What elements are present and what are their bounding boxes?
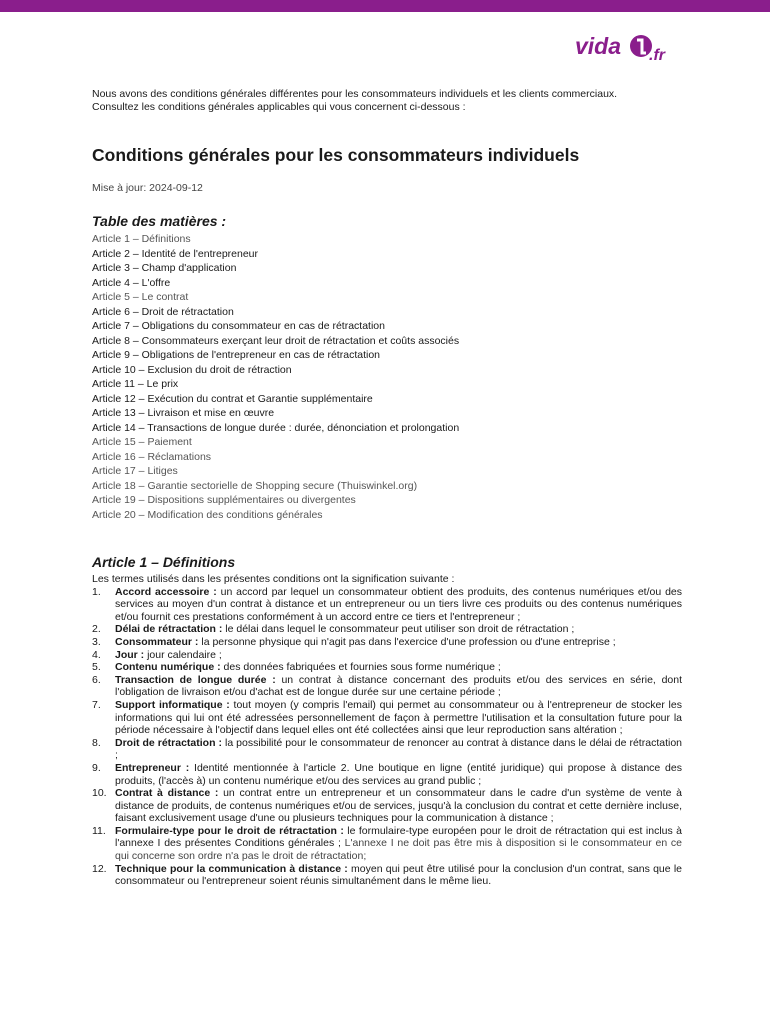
definition-text: un accord par lequel un consommateur obtient des produits, des contenus numériques et/ou des services au moyen d'un contrat à distance et un entrepreneur ou un tiers livre ces produits ou des contenus numériques et/ou fournit ces prestations conformément à un accord entre ce tiers et l'entrepreneur ; [115,585,682,623]
toc-item[interactable]: Article 13 – Livraison et mise en œuvre [92,407,275,419]
definition-item [92,674,682,699]
definitions-list [92,586,682,888]
intro-line-1: Nous avons des conditions générales différentes pour les consommateurs individuels et les clients commerciaux. [92,88,618,100]
definition-item [92,699,682,737]
definition-item [92,661,682,674]
article-1-intro: Les termes utilisés dans les présentes conditions ont la signification suivante : [92,573,455,585]
definition-text: la possibilité pour le consommateur de renoncer au contrat à distance dans le délai de rétractation ; [115,736,683,762]
definition-number: 9. [92,761,101,774]
toc-item[interactable]: Article 3 – Champ d'application [92,262,237,274]
table-of-contents [92,232,682,522]
definition-text: jour calendaire ; [144,648,222,661]
intro-paragraph [92,88,682,114]
intro-line-2: Consultez les conditions générales applicables qui vous concernent ci-dessous : [92,101,466,113]
definition-item [92,649,682,662]
definition-text: un contrat entre un entrepreneur et un consommateur dans le cadre d'un système de vente à distance de produits, de contenus numériques et/ou de services, jusqu'à la conclusion du contrat et cette dernière incluse, faisant exclusivement usage d'une ou plusieurs techniques pour la communication à distance ; [115,787,682,825]
definition-number: 11. [92,824,106,837]
toc-item[interactable]: Article 15 – Paiement [92,436,192,448]
definition-term: Jour : [115,648,145,661]
definition-term: Contenu numérique : [115,661,221,674]
vida-logo-mark [575,30,685,70]
definition-number: 2. [92,623,101,636]
toc-item[interactable]: Article 5 – Le contrat [92,291,189,303]
logo-wordmark: vida [575,33,622,59]
update-date: Mise à jour: 2024-09-12 [92,182,203,194]
toc-item[interactable]: Article 14 – Transactions de longue durée : durée, dénonciation et prolongation [92,421,460,434]
page-title: Conditions générales pour les consommateurs individuels [92,145,580,165]
definition-text: des données fabriquées et fournies sous forme numérique ; [220,661,501,674]
definition-term: Transaction de longue durée : [115,673,276,686]
definition-number: 10. [92,787,107,800]
toc-item[interactable]: Article 8 – Consommateurs exerçant leur droit de rétractation et coûts associés [92,334,460,347]
toc-item[interactable]: Article 7 – Obligations du consommateur en cas de rétractation [92,320,385,332]
definition-item [92,787,682,825]
definition-term: Délai de rétractation : [115,623,223,636]
definition-term: Formulaire-type pour le droit de rétractation : [115,824,344,837]
definition-term: Technique pour la communication à distance : [115,862,348,875]
toc-item[interactable]: Article 9 – Obligations de l'entrepreneur en cas de rétractation [92,349,381,361]
definition-term: Droit de rétractation : [115,736,222,749]
toc-item[interactable]: Article 2 – Identité de l'entrepreneur [92,247,259,260]
definition-number: 8. [92,736,101,749]
definition-text: la personne physique qui n'agit pas dans l'exercice d'une profession ou d'une entreprise ; [198,635,616,648]
toc-item[interactable]: Article 4 – L'offre [92,276,171,289]
toc-item[interactable]: Article 10 – Exclusion du droit de rétraction [92,363,292,376]
toc-item[interactable]: Article 17 – Litiges [92,465,178,477]
vida-logo[interactable] [575,30,685,70]
definition-term: Contrat à distance : [115,787,219,800]
toc-title: Table des matières : [92,213,227,229]
definition-text: un contrat à distance concernant des produits et/ou des services en série, dont l'obligation de livraison et/ou d'achat est de longue durée sur une certaine période ; [115,673,683,699]
toc-item[interactable]: Article 20 – Modification des conditions générales [92,508,323,521]
definition-number: 5. [92,661,101,674]
definition-text: tout moyen (y compris l'email) qui permet au consommateur ou à l'entrepreneur de stocker les informations qui lui ont été adressées personnellement de façon à permettre l'utilisation et la consultation future pour la période nécessaire à l'objectif dans lequel elles ont été collectées ainsi que leur reproduction sans altération ; [115,698,682,737]
definition-number: 3. [92,635,101,648]
top-accent-bar [0,0,770,12]
definition-item [92,636,682,649]
toc-item[interactable]: Article 12 – Exécution du contrat et Garantie supplémentaire [92,392,373,405]
definition-item [92,762,682,787]
definition-text: Identité mentionnée à l'article 2. Une boutique en ligne (entité juridique) qui propose à distance des produits, (l'accès à) un contenu numérique et/ou des services au grand public ; [115,761,682,787]
logo-suffix: .fr [649,47,665,64]
definition-item [92,737,682,762]
definition-term: Entrepreneur : [115,761,190,774]
definition-text: moyen qui peut être utilisé pour la conclusion d'un contrat, sans que le consommateur ou l'entrepreneur soient réunis simultanément dans le même lieu. [115,862,682,888]
definition-text: le formulaire-type européen pour le droit de rétractation qui est inclus à l'annexe I des présentes Conditions générales ; [115,824,682,850]
definition-note: L'annexe I ne doit pas être mis à disposition si le consommateur en ce qui concerne son ordre n'a pas le droit de rétractation; [115,837,682,863]
definition-number: 6. [92,673,101,686]
toc-item[interactable]: Article 16 – Réclamations [92,450,212,463]
definition-item [92,623,682,636]
toc-item[interactable]: Article 11 – Le prix [92,378,179,390]
definition-term: Consommateur : [115,635,199,648]
toc-item[interactable]: Article 6 – Droit de rétractation [92,305,234,318]
definition-term: Support informatique : [115,698,230,711]
toc-item[interactable]: Article 18 – Garantie sectorielle de Shopping secure (Thuiswinkel.org) [92,479,418,492]
definition-item [92,863,682,888]
definition-number: 12. [92,862,107,875]
document-body [92,88,682,888]
definition-text: le délai dans lequel le consommateur peut utiliser son droit de rétractation ; [222,623,575,636]
definition-item [92,586,682,624]
definition-number: 4. [92,648,101,661]
definition-item [92,825,682,863]
toc-item[interactable]: Article 1 – Définitions [92,233,191,245]
definition-number: 1. [92,585,101,598]
toc-item[interactable]: Article 19 – Dispositions supplémentaires ou divergentes [92,494,356,506]
article-1-title: Article 1 – Définitions [92,554,236,570]
definition-term: Accord accessoire : [115,585,217,598]
definition-number: 7. [92,698,101,711]
